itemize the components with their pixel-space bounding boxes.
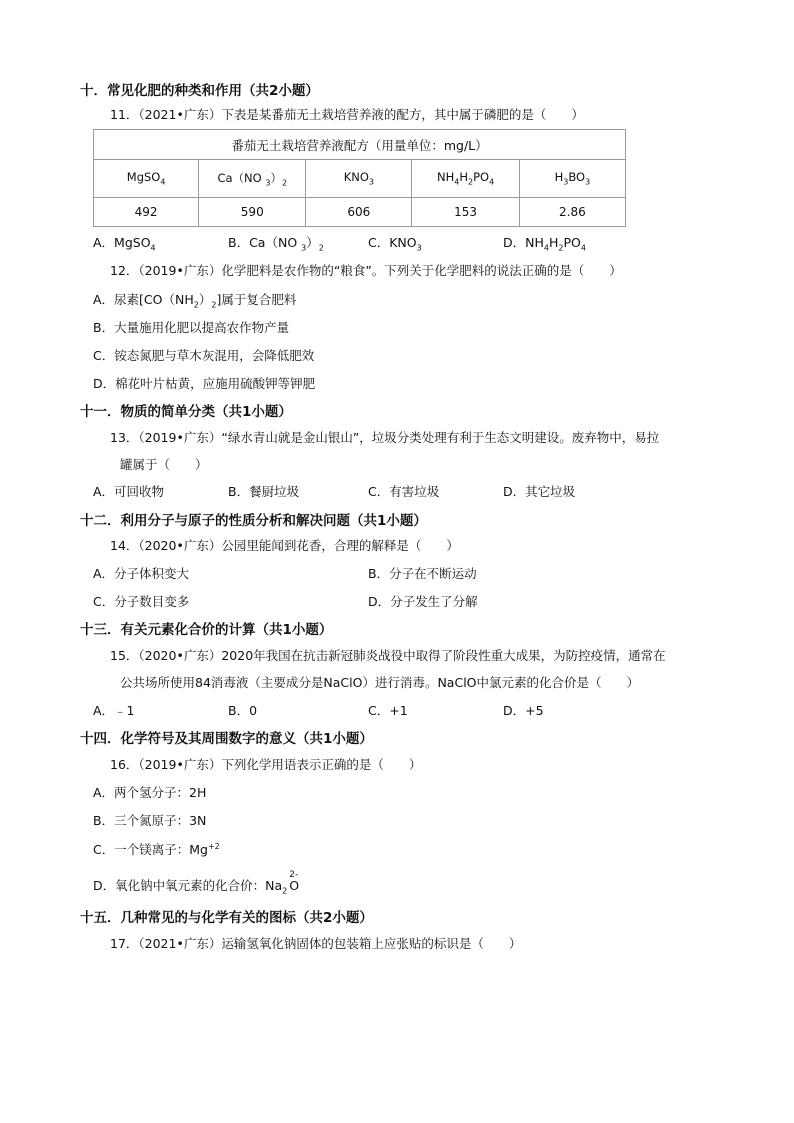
section-title-10: 十．常见化肥的种类和作用（共2小题） [80,83,319,99]
option-11-b[interactable]: B．Ca（NO $_3)_2$ [228,235,324,253]
option-14-d[interactable]: D．分子发生了分解 [368,594,478,609]
option-13-d[interactable]: D．其它垃圾 [503,484,576,499]
table-title: 番茄无土栽培营养液配方（用量单位：mg/L） [94,130,626,160]
option-13-a[interactable]: A．可回收物 [93,484,165,499]
option-13-b[interactable]: B．餐厨垃圾 [228,484,300,499]
question-13-stem-line2: 罐属于（ ） [120,457,208,472]
option-11-c[interactable]: C．$KNO_3$ [368,235,422,253]
section-title-14: 十四．化学符号及其周围数字的意义（共1小题） [80,731,373,747]
section-title-13: 十三．有关元素化合价的计算（共1小题） [80,622,333,638]
option-12-b[interactable]: B．大量施用化肥以提高农作物产量 [93,320,290,335]
question-16-stem: 16．（2019•广东）下列化学用语表示正确的是（ ） [110,757,422,772]
table-value-cell: 590 [199,198,306,227]
option-13-c[interactable]: C．有害垃圾 [368,484,440,499]
option-16-b[interactable]: B．三个氮原子：3N [93,813,207,828]
question-15-stem-line1: 15．（2020•广东）2020年我国在抗击新冠肺炎战役中取得了阶段性重大成果，为防控疫情，通常在 [110,648,666,663]
question-12-stem: 12．（2019•广东）化学肥料是农作物的“粮食”。下列关于化学肥料的说法正确的是（ ） [110,263,622,278]
option-16-a[interactable]: A．两个氢分子：2H [93,785,207,800]
question-17-stem: 17．（2021•广东）运输氢氧化钠固体的包装箱上应张贴的标识是（ ） [110,936,522,951]
option-14-c[interactable]: C．分子数目变多 [93,594,190,609]
option-11-a[interactable]: A．MgSO$_4$ [93,235,156,253]
option-14-b[interactable]: B．分子在不断运动 [368,566,477,581]
section-title-11: 十一．物质的简单分类（共1小题） [80,404,292,420]
option-14-a[interactable]: A．分子体积变大 [93,566,190,581]
table-value-cell: 2.86 [519,198,625,227]
option-12-d[interactable]: D．棉花叶片枯黄，应施用硫酸钾等钾肥 [93,376,316,391]
table-header-cell: MgSO$_4$ [94,160,199,198]
question-13-stem-line1: 13．（2019•广东）“绿水青山就是金山银山”，垃圾分类处理有利于生态文明建设。废弃物中，易拉 [110,430,660,445]
nutrient-formula-table [93,129,626,227]
table-header-cell: $KNO_3$ [306,160,412,198]
option-12-c[interactable]: C．铵态氮肥与草木灰混用，会降低肥效 [93,348,315,363]
question-14-stem: 14．（2020•广东）公园里能闻到花香，合理的解释是（ ） [110,538,459,553]
option-11-d[interactable]: D．$NH_4H_2PO_4$ [503,235,586,253]
table-header-cell: $NH_4H_2PO_4$ [412,160,519,198]
table-header-cell: Ca（NO $_3)_2$ [199,160,306,198]
table-value-cell: 153 [412,198,519,227]
option-15-a[interactable]: A．﹣1 [93,703,135,718]
option-15-d[interactable]: D．+5 [503,703,544,718]
table-value-cell: 606 [306,198,412,227]
table-header-cell: $H_3BO_3$ [519,160,625,198]
question-11-stem: 11．（2021•广东）下表是某番茄无土栽培营养液的配方，其中属于磷肥的是（ ） [110,107,584,122]
option-12-a[interactable]: A．尿素$[CO(NH_2)_2]$属于复合肥料 [93,292,297,310]
table-value-cell: 492 [94,198,199,227]
section-title-15: 十五．几种常见的与化学有关的图标（共2小题） [80,910,373,926]
option-15-b[interactable]: B．0 [228,703,258,718]
option-15-c[interactable]: C．+1 [368,703,408,718]
option-16-d[interactable]: D．氧化钠中氧元素的化合价：$Na_2$ 2- O [93,870,300,896]
section-title-12: 十二．利用分子与原子的性质分析和解决问题（共1小题） [80,513,427,529]
option-16-c[interactable]: C．一个镁离子：$Mg^{+2}$ [93,841,220,857]
question-15-stem-line2: 公共场所使用84消毒液（主要成分是NaClO）进行消毒。NaClO中氯元素的化合价是（ ） [120,675,640,690]
